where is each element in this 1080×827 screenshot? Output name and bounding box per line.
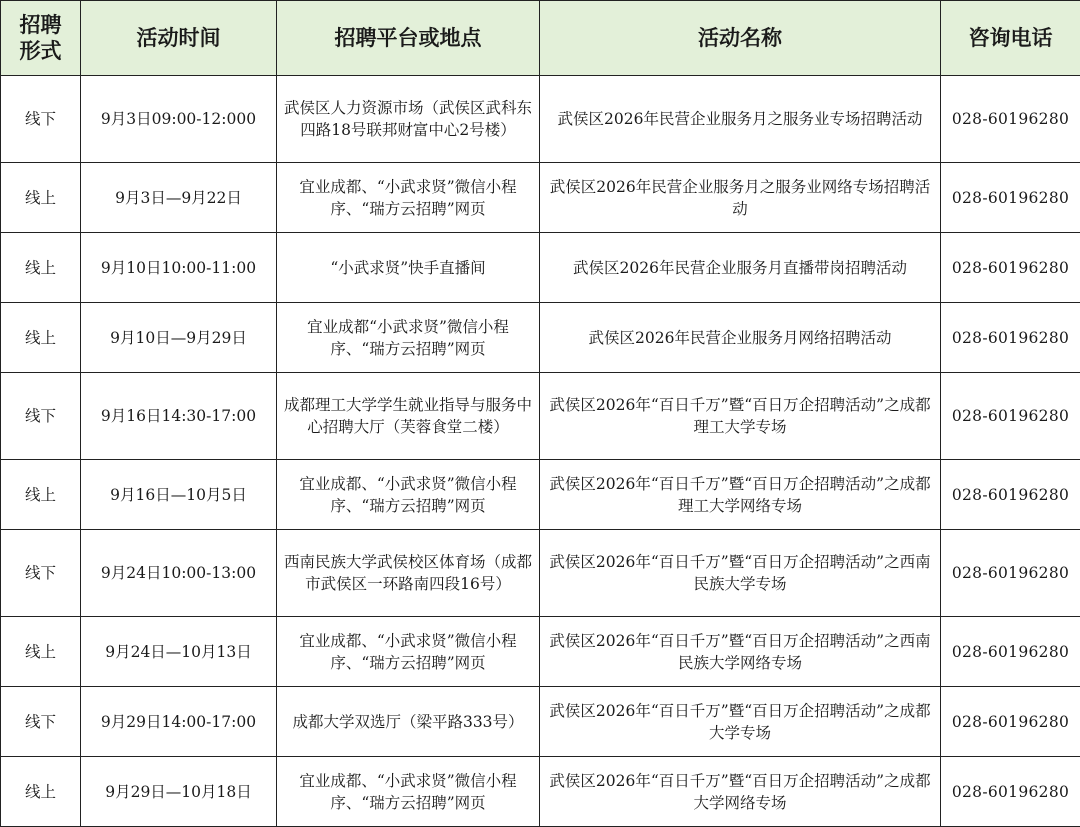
cell-phone: 028-60196280: [941, 687, 1080, 757]
cell-name: 武侯区2026年“百日千万”暨“百日万企招聘活动”之成都理工大学网络专场: [540, 460, 941, 530]
cell-mode: 线上: [1, 757, 81, 827]
cell-venue: 宜业成都、“小武求贤”微信小程序、“瑞方云招聘”网页: [277, 617, 540, 687]
header-venue: 招聘平台或地点: [277, 1, 540, 76]
cell-name: 武侯区2026年“百日千万”暨“百日万企招聘活动”之成都理工大学专场: [540, 373, 941, 460]
cell-time: 9月24日10:00-13:00: [81, 530, 277, 617]
cell-mode: 线下: [1, 373, 81, 460]
header-mode: [1, 1, 81, 76]
cell-phone: 028-60196280: [941, 163, 1080, 233]
cell-venue: 宜业成都、“小武求贤”微信小程序、“瑞方云招聘”网页: [277, 460, 540, 530]
header-phone: 咨询电话: [941, 1, 1080, 76]
cell-phone: 028-60196280: [941, 233, 1080, 303]
cell-name: 武侯区2026年“百日千万”暨“百日万企招聘活动”之成都大学网络专场: [540, 757, 941, 827]
table-row: [1, 163, 1080, 233]
cell-mode: 线下: [1, 687, 81, 757]
cell-phone: 028-60196280: [941, 303, 1080, 373]
header-time: 活动时间: [81, 1, 277, 76]
cell-name: 武侯区2026年“百日千万”暨“百日万企招聘活动”之成都大学专场: [540, 687, 941, 757]
table-row: [1, 687, 1080, 757]
cell-name: 武侯区2026年“百日千万”暨“百日万企招聘活动”之西南民族大学专场: [540, 530, 941, 617]
cell-venue: “小武求贤”快手直播间: [277, 233, 540, 303]
cell-time: 9月24日—10月13日: [81, 617, 277, 687]
cell-venue: 宜业成都、“小武求贤”微信小程序、“瑞方云招聘”网页: [277, 163, 540, 233]
cell-phone: 028-60196280: [941, 617, 1080, 687]
cell-time: 9月10日—9月29日: [81, 303, 277, 373]
cell-time: 9月3日—9月22日: [81, 163, 277, 233]
cell-name: 武侯区2026年“百日千万”暨“百日万企招聘活动”之西南民族大学网络专场: [540, 617, 941, 687]
cell-venue: 宜业成都“小武求贤”微信小程序、“瑞方云招聘”网页: [277, 303, 540, 373]
cell-venue: 西南民族大学武侯校区体育场（成都市武侯区一环路南四段16号）: [277, 530, 540, 617]
table-row: [1, 617, 1080, 687]
cell-mode: 线下: [1, 530, 81, 617]
table-row: [1, 233, 1080, 303]
cell-mode: 线上: [1, 233, 81, 303]
cell-venue: 成都大学双选厅（梁平路333号）: [277, 687, 540, 757]
cell-mode: 线上: [1, 617, 81, 687]
table-header-row: [1, 1, 1080, 76]
cell-venue: 宜业成都、“小武求贤”微信小程序、“瑞方云招聘”网页: [277, 757, 540, 827]
table-row: [1, 757, 1080, 827]
cell-mode: 线上: [1, 163, 81, 233]
cell-time: 9月16日14:30-17:00: [81, 373, 277, 460]
table-row: [1, 460, 1080, 530]
cell-phone: 028-60196280: [941, 373, 1080, 460]
table-row: [1, 76, 1080, 163]
cell-time: 9月16日—10月5日: [81, 460, 277, 530]
cell-venue: 武侯区人力资源市场（武侯区武科东四路18号联邦财富中心2号楼）: [277, 76, 540, 163]
cell-venue: 成都理工大学学生就业指导与服务中心招聘大厅（芙蓉食堂二楼）: [277, 373, 540, 460]
cell-time: 9月10日10:00-11:00: [81, 233, 277, 303]
cell-phone: 028-60196280: [941, 757, 1080, 827]
table-row: [1, 303, 1080, 373]
table-row: [1, 530, 1080, 617]
cell-mode: 线上: [1, 303, 81, 373]
cell-name: 武侯区2026年民营企业服务月网络招聘活动: [540, 303, 941, 373]
cell-mode: 线上: [1, 460, 81, 530]
header-mode-label: 招聘形式: [18, 12, 64, 65]
cell-phone: 028-60196280: [941, 76, 1080, 163]
cell-name: 武侯区2026年民营企业服务月之服务业网络专场招聘活动: [540, 163, 941, 233]
cell-name: 武侯区2026年民营企业服务月之服务业专场招聘活动: [540, 76, 941, 163]
header-name: 活动名称: [540, 1, 941, 76]
cell-time: 9月29日14:00-17:00: [81, 687, 277, 757]
cell-time: 9月29日—10月18日: [81, 757, 277, 827]
cell-phone: 028-60196280: [941, 530, 1080, 617]
cell-name: 武侯区2026年民营企业服务月直播带岗招聘活动: [540, 233, 941, 303]
table-row: [1, 373, 1080, 460]
cell-mode: 线下: [1, 76, 81, 163]
cell-phone: 028-60196280: [941, 460, 1080, 530]
cell-time: 9月3日09:00-12:000: [81, 76, 277, 163]
